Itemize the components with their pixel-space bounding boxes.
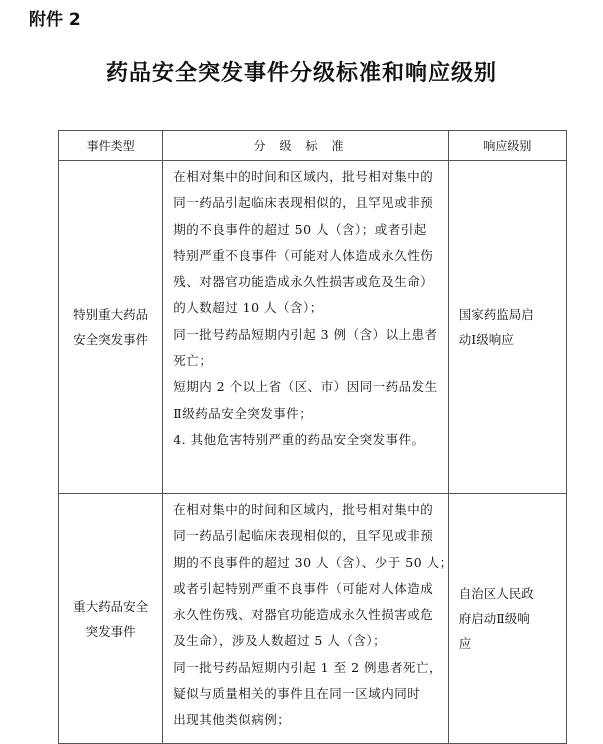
table-header-row [59,131,567,161]
event-type-line: 突发事件 [85,623,136,639]
standard-line: 同一批号药品短期内引起 3 例（含）以上患者 [173,326,438,342]
standard-line: Ⅱ级药品安全突发事件； [173,405,313,421]
header-response: 响应级别 [448,131,566,161]
standard-line: 残、对器官功能造成永久性损害或危及生命） [173,274,434,290]
event-type-cell [59,161,163,494]
standard-line: 4. 其他危害特别严重的药品安全突发事件。 [173,431,425,447]
standard-line: 死亡； [173,353,213,369]
response-line: 自治区人民政 [458,586,534,601]
standard-line: 或者引起特别严重不良事件（可能对人体造成 [173,580,434,596]
standard-line: 出现其他类似病例； [173,712,291,728]
standard-line: 永久性伤残、对器官功能造成永久性损害或危 [173,607,434,623]
response-level-cell [448,161,566,494]
response-line: 府启动Ⅱ级响 [458,611,530,626]
standard-line: 期的不良事件的超过 30 人（含）、少于 50 人； [173,554,453,570]
classification-table [58,130,567,744]
event-type-line: 重大药品安全 [73,598,149,614]
standard-line: 同一药品引起临床表现相似的，且罕见或非预 [173,528,434,544]
standard-line: 特别严重不良事件（可能对人体造成永久性伤 [173,247,434,263]
standard-line: 同一批号药品短期内引起 1 至 2 例患者死亡， [173,659,443,675]
standard-line: 的人数超过 10 人（含）； [173,300,323,316]
response-line: 动Ⅰ级响应 [458,332,514,347]
header-standard: 分级标准 [163,131,449,161]
header-event-type: 事件类型 [59,131,163,161]
standard-line: 疑似与质量相关的事件且在同一区域内同时 [173,686,421,702]
table-row [59,161,567,494]
standard-line: 在相对集中的时间和区域内，批号相对集中的 [173,502,434,517]
standard-line: 期的不良事件的超过 50 人（含）；或者引起 [173,221,427,237]
document-title: 药品安全突发事件分级标准和响应级别 [105,60,497,86]
response-level-cell [448,494,566,744]
standard-line: 在相对集中的时间和区域内，批号相对集中的 [173,169,434,184]
standard-line: 同一药品引起临床表现相似的，且罕见或非预 [173,195,434,211]
standard-cell [163,161,449,494]
standard-line: 及生命），涉及人数超过 5 人（含）； [173,633,387,649]
table-row [59,494,567,744]
event-type-line: 安全突发事件 [73,332,149,347]
standard-line: 短期内 2 个以上省（区、市）因同一药品发生 [173,379,438,395]
standard-cell [163,494,453,744]
event-type-cell [59,494,163,744]
response-line: 国家药监局启 [458,307,534,322]
attachment-label: 附件 2 [29,10,81,30]
event-type-line: 特别重大药品 [73,307,149,322]
response-line: 应 [458,636,472,651]
